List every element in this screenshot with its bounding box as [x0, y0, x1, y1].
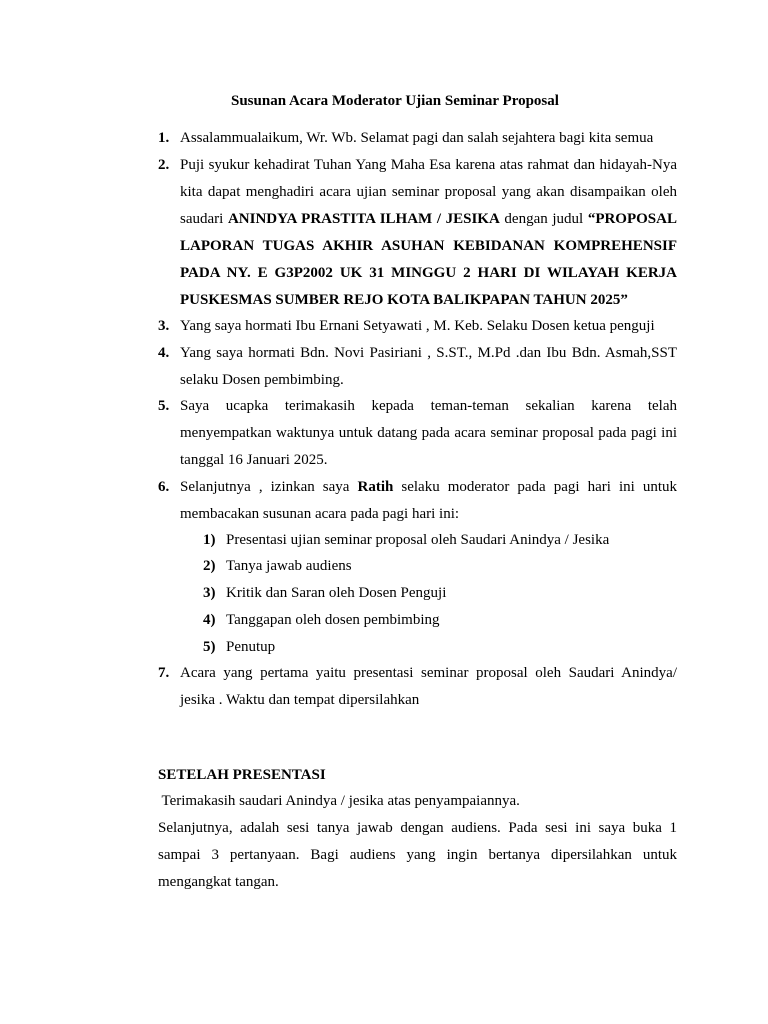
sub-item-text: Tanya jawab audiens	[226, 558, 352, 574]
item-text: Saya ucapka terimakasih kepada teman-teman sekalian karena telah	[180, 398, 677, 414]
item-text: Acara yang pertama yaitu presentasi seminar proposal oleh Saudari Anindya/	[180, 665, 677, 681]
page-title: Susunan Acara Moderator Ujian Seminar Proposal	[231, 93, 559, 109]
paragraph-text: mengangkat tangan.	[158, 874, 279, 890]
item-number: 4.	[158, 345, 170, 361]
text-prefix: Selanjutnya , izinkan saya	[180, 479, 358, 495]
sub-item-text: Penutup	[226, 639, 276, 655]
item-text: selaku Dosen pembimbing.	[180, 372, 344, 388]
item-number: 2.	[158, 157, 170, 173]
sub-item-number: 2)	[203, 558, 216, 574]
sub-item-number: 5)	[203, 639, 216, 655]
text-mid: dengan judul	[499, 211, 588, 227]
sub-item-number: 1)	[203, 532, 216, 548]
section-heading-text: SETELAH PRESENTASI	[158, 767, 326, 783]
item-number: 1.	[158, 130, 170, 146]
item-text: Puji syukur kehadirat Tuhan Yang Maha Esa karena atas rahmat dan hidayah-Nya	[180, 157, 677, 173]
proposal-title-start: “PROPOSAL	[587, 211, 677, 227]
proposal-title-line: LAPORAN TUGAS AKHIR ASUHAN KEBIDANAN KOMPREHENSIF	[180, 238, 677, 254]
moderator-name: Ratih	[357, 479, 394, 495]
paragraph-text: Selanjutnya, adalah sesi tanya jawab dengan audiens. Pada sesi ini saya buka 1	[158, 820, 677, 836]
proposal-title-line: PADA NY. E G3P2002 UK 31 MINGGU 2 HARI DI WILAYAH KERJA	[180, 265, 677, 281]
text-prefix: saudari	[180, 211, 228, 227]
proposal-title-line: PUSKESMAS SUMBER REJO KOTA BALIKPAPAN TAHUN 2025”	[180, 292, 628, 308]
sub-item-text: Kritik dan Saran oleh Dosen Penguji	[226, 585, 447, 601]
item-number: 7.	[158, 665, 170, 681]
paragraph-text: sampai 3 pertanyaan. Bagi audiens yang ingin bertanya dipersilahkan untuk	[158, 847, 677, 863]
item-text: Assalammualaikum, Wr. Wb. Selamat pagi dan salah sejahtera bagi kita semua	[180, 130, 654, 146]
item-text: Yang saya hormati Ibu Ernani Setyawati , M. Keb. Selaku Dosen ketua penguji	[180, 318, 655, 334]
sub-item-text: Presentasi ujian seminar proposal oleh Saudari Anindya / Jesika	[226, 532, 610, 548]
item-number: 6.	[158, 479, 170, 495]
item-number: 3.	[158, 318, 170, 334]
paragraph-text: Terimakasih saudari Anindya / jesika atas penyampaiannya.	[158, 793, 520, 809]
item-text: menyempatkan waktunya untuk datang pada acara seminar proposal pada pagi ini	[180, 425, 677, 441]
item-text: membacakan susunan acara pada pagi hari ini:	[180, 506, 460, 522]
sub-item-number: 4)	[203, 612, 216, 628]
sub-item-number: 3)	[203, 585, 216, 601]
item-text	[180, 206, 677, 233]
item-text: tanggal 16 Januari 2025.	[180, 452, 328, 468]
item-text: kita dapat menghadiri acara ujian seminar proposal yang akan disampaikan oleh	[180, 184, 677, 200]
text-suffix: selaku moderator pada pagi hari ini untuk	[393, 479, 677, 495]
item-number: 5.	[158, 398, 170, 414]
sub-item-text: Tanggapan oleh dosen pembimbing	[226, 612, 440, 628]
student-name: ANINDYA PRASTITA ILHAM / JESIKA	[227, 211, 500, 227]
item-text	[180, 474, 677, 501]
item-text: Yang saya hormati Bdn. Novi Pasiriani , S.ST., M.Pd .dan Ibu Bdn. Asmah,SST	[180, 345, 677, 361]
item-text: jesika . Waktu dan tempat dipersilahkan	[180, 692, 420, 708]
